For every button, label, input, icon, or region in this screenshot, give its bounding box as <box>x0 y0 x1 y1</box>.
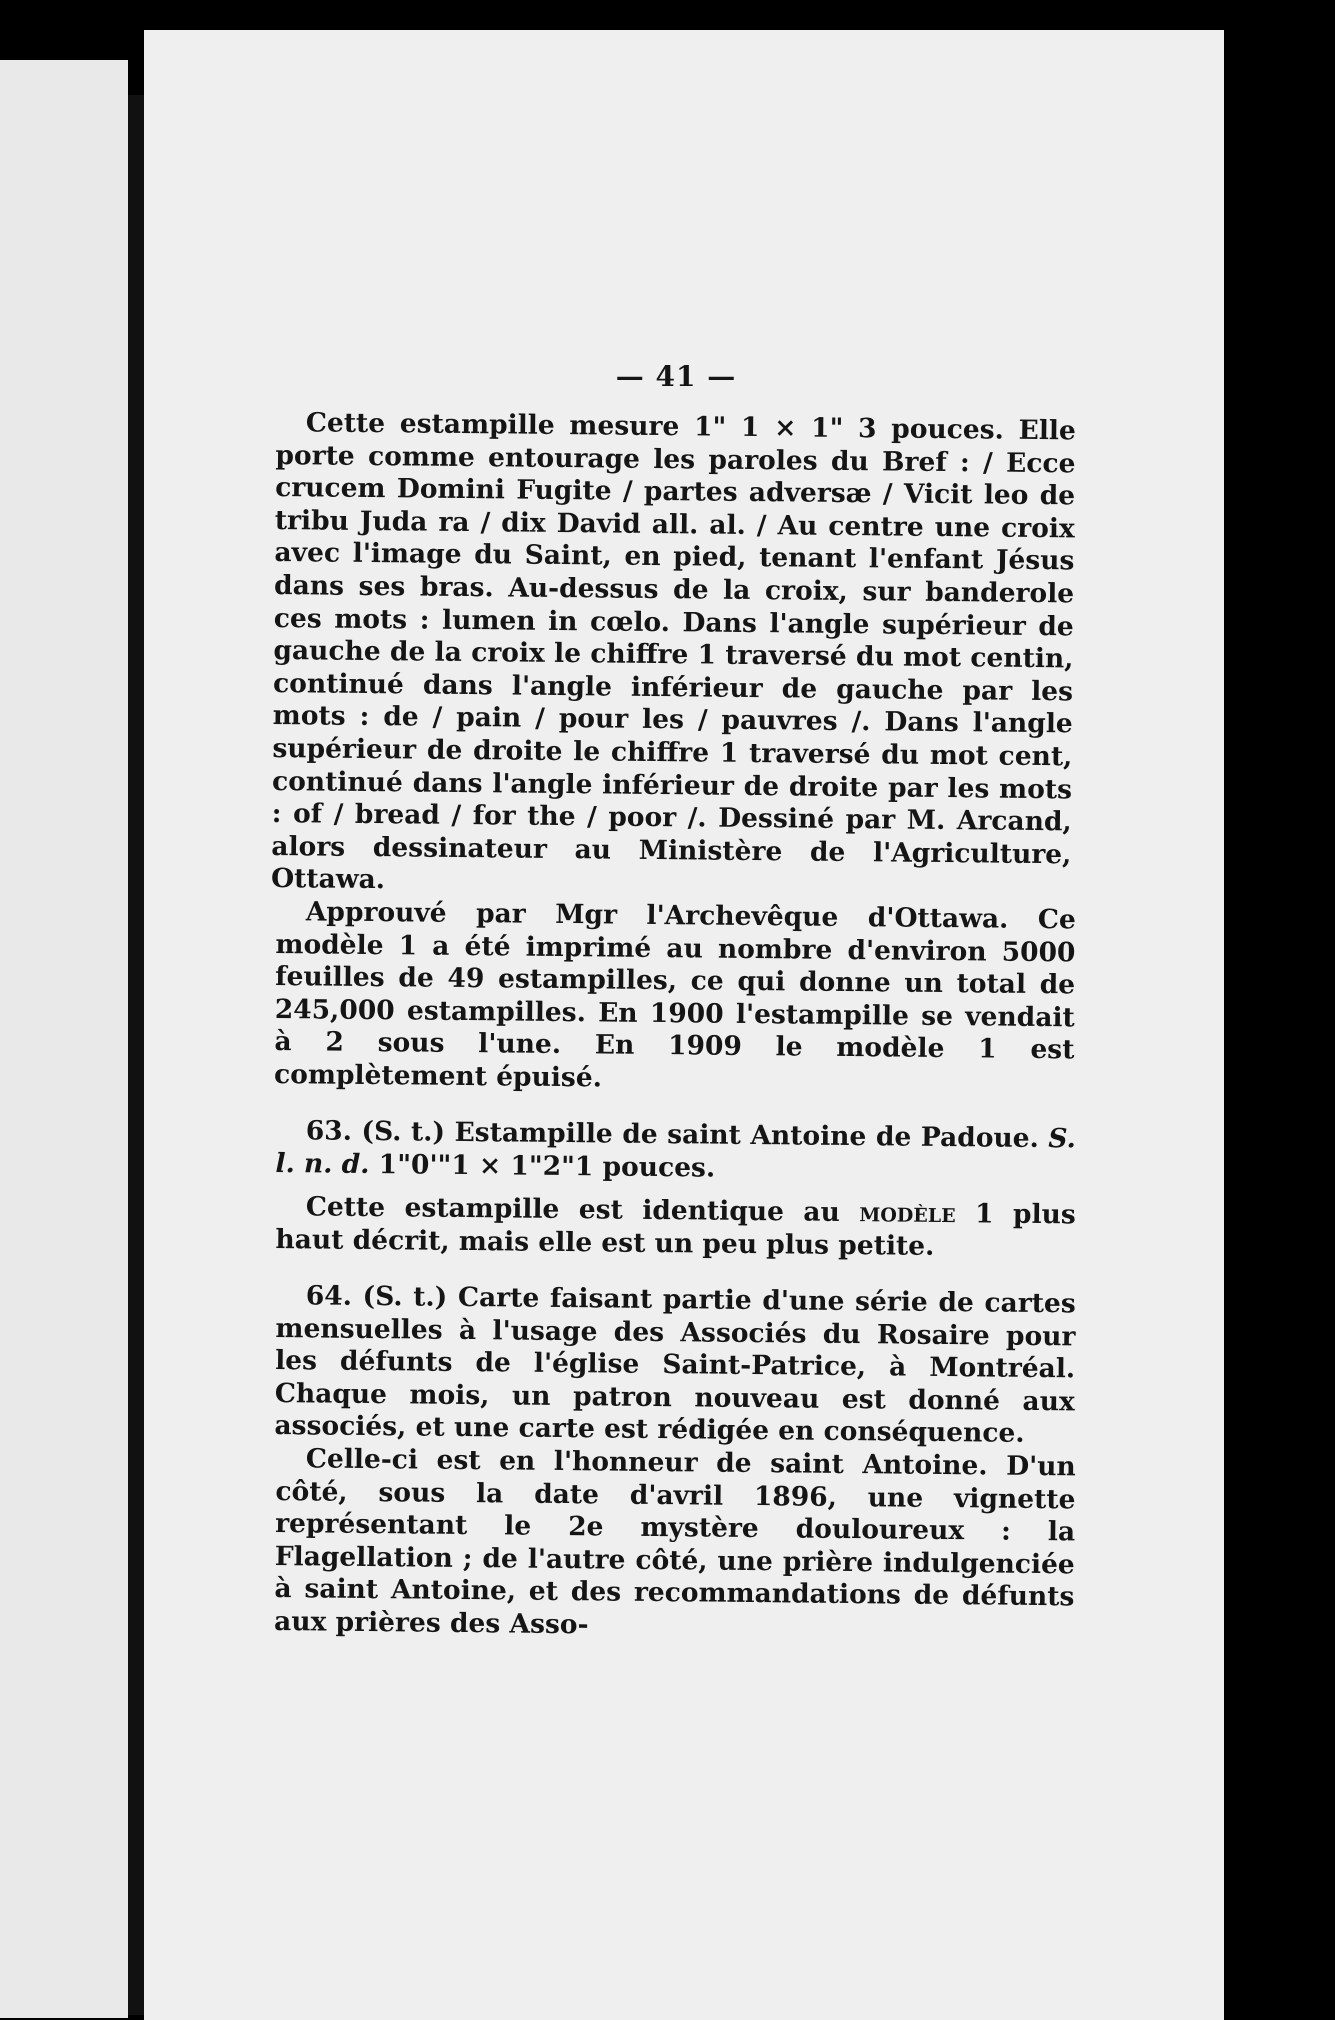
paragraph-identical-b: 1 plus haut décrit, mais elle est un peu plus petite. <box>275 1197 1076 1262</box>
entry-63-ref: S. l. n. d. <box>275 1123 1076 1181</box>
page-number: — 41 — <box>615 360 737 393</box>
entry-63 <box>275 1115 1076 1189</box>
entry-64-text: (S. t.) Carte faisant partie d'une série de cartes mensuelles à l'usage des Associés du Rosaire pour les défunts de l'église Saint-Patrice, à Montréal. Chaque mois, un patron nouveau est donné aux associés, et une carte est rédigée en conséquence. <box>274 1280 1076 1450</box>
paragraph-stamp-description: Cette estampille mesure 1" 1 × 1" 3 pouces. Elle porte comme entourage les paroles du Bref : / Ecce crucem Domini Fugite / partes adversæ / Vicit leo de tribu Juda ra / dix David all. al. / Au centre une croix avec l'image du Saint, en pied, tenant l'enfant Jésus dans ses bras. Au-dessus de la croix, sur banderole ces mots : lumen in cœlo. Dans l'angle supérieur de gauche de la croix le chiffre 1 traversé du mot centin, continué dans l'angle inférieur de gauche par les mots : de / pain / pour les / pauvres /. Dans l'angle supérieur de droite le chiffre 1 traversé du mot cent, continué dans l'angle inférieur de droite par les mots : of / bread / for the / poor /. Dessiné par M. Arcand, alors dessinateur au Ministère de l'Agriculture, Ottawa. <box>270 407 1076 896</box>
entry-63-dimensions: 1"0'"1 × 1"2"1 pouces. <box>378 1149 716 1184</box>
left-page-edge <box>0 60 128 2018</box>
paragraph-identical-model: modèle <box>859 1196 956 1229</box>
paragraph-identical-a: Cette estampille est identique au <box>305 1190 841 1228</box>
page-text-block <box>270 330 1076 1641</box>
entry-64-number: 64. <box>305 1280 353 1312</box>
paragraph-saint-antoine: Celle-ci est en l'honneur de saint Antoine. D'un côté, sous la date d'avril 1896, une vignette représentant le 2e mystère douloureux : la Flagellation ; de l'autre côté, une prière indulgenciée à saint Antoine, et des recommandations de défunts aux prières des Asso- <box>273 1443 1076 1641</box>
entry-63-text: (S. t.) Estampille de saint Antoine de Padoue. <box>361 1116 1039 1155</box>
entry-64 <box>274 1280 1076 1451</box>
entry-63-number: 63. <box>305 1115 353 1148</box>
paragraph-approval: Approuvé par Mgr l'Archevêque d'Ottawa. Ce modèle 1 a été imprimé au nombre d'environ 5000 feuilles de 49 estampilles, ce qui donne un total de 245,000 estampilles. En 1900 l'estampille se vendait à 2 sous l'une. En 1909 le modèle 1 est complètement épuisé. <box>273 896 1076 1094</box>
book-page <box>144 30 1224 2020</box>
paragraph-identical <box>275 1191 1076 1265</box>
